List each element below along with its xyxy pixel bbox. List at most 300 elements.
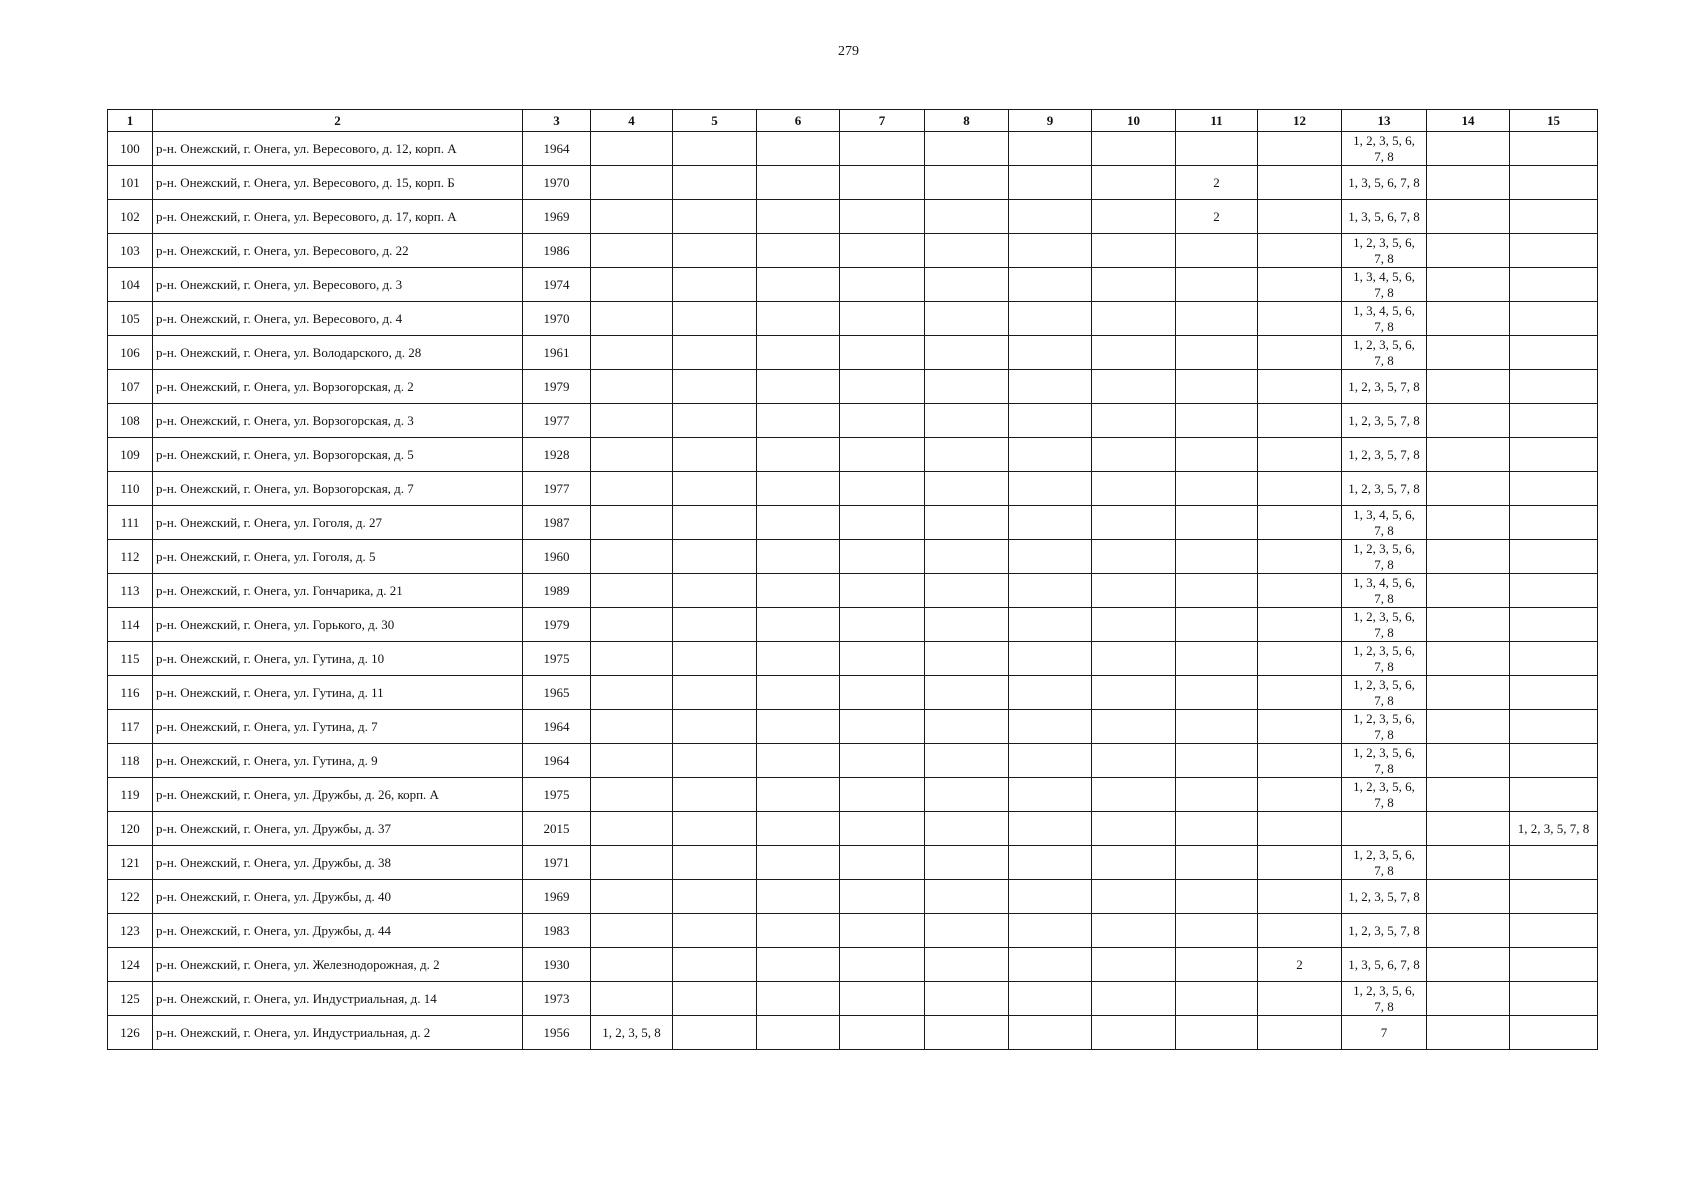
cell-empty-col-5 bbox=[673, 506, 757, 540]
cell-c13: 7 bbox=[1342, 1016, 1427, 1050]
table-row bbox=[108, 438, 1598, 472]
cell-c4 bbox=[591, 302, 673, 336]
cell-empty-col-7 bbox=[840, 404, 925, 438]
cell-c12 bbox=[1258, 1016, 1342, 1050]
cell-empty-col-10 bbox=[1092, 472, 1176, 506]
cell-empty-col-9 bbox=[1009, 914, 1092, 948]
cell-empty-col-6 bbox=[757, 778, 840, 812]
cell-c11 bbox=[1176, 404, 1258, 438]
cell-c13 bbox=[1342, 812, 1427, 846]
cell-empty-col-14 bbox=[1427, 880, 1510, 914]
cell-empty-col-8 bbox=[925, 880, 1009, 914]
column-header-4: 4 bbox=[591, 110, 673, 132]
cell-year: 1979 bbox=[523, 370, 591, 404]
cell-addr: р-н. Онежский, г. Онега, ул. Вересового, д. 17, корп. А bbox=[153, 200, 523, 234]
cell-empty-col-8 bbox=[925, 540, 1009, 574]
cell-empty-col-6 bbox=[757, 370, 840, 404]
cell-c11 bbox=[1176, 438, 1258, 472]
cell-empty-col-6 bbox=[757, 404, 840, 438]
cell-n: 121 bbox=[108, 846, 153, 880]
cell-c12 bbox=[1258, 880, 1342, 914]
cell-empty-col-7 bbox=[840, 914, 925, 948]
table-row bbox=[108, 846, 1598, 880]
cell-c11 bbox=[1176, 642, 1258, 676]
cell-empty-col-6 bbox=[757, 880, 840, 914]
table-row bbox=[108, 302, 1598, 336]
cell-empty-col-8 bbox=[925, 574, 1009, 608]
cell-addr: р-н. Онежский, г. Онега, ул. Дружбы, д. 26, корп. А bbox=[153, 778, 523, 812]
cell-c15 bbox=[1510, 778, 1598, 812]
page-number: 279 bbox=[838, 44, 859, 59]
table-row bbox=[108, 880, 1598, 914]
cell-c12 bbox=[1258, 166, 1342, 200]
cell-c12 bbox=[1258, 778, 1342, 812]
cell-empty-col-7 bbox=[840, 438, 925, 472]
cell-c13: 1, 2, 3, 5, 6, 7, 8 bbox=[1342, 642, 1427, 676]
cell-c15 bbox=[1510, 948, 1598, 982]
cell-c4 bbox=[591, 438, 673, 472]
cell-empty-col-5 bbox=[673, 438, 757, 472]
cell-addr: р-н. Онежский, г. Онега, ул. Вересового, д. 22 bbox=[153, 234, 523, 268]
cell-empty-col-10 bbox=[1092, 608, 1176, 642]
cell-c15 bbox=[1510, 846, 1598, 880]
cell-c15 bbox=[1510, 608, 1598, 642]
cell-empty-col-7 bbox=[840, 778, 925, 812]
table-row bbox=[108, 812, 1598, 846]
cell-empty-col-5 bbox=[673, 880, 757, 914]
cell-empty-col-10 bbox=[1092, 438, 1176, 472]
cell-c4 bbox=[591, 880, 673, 914]
cell-empty-col-14 bbox=[1427, 132, 1510, 166]
cell-c11 bbox=[1176, 846, 1258, 880]
cell-n: 109 bbox=[108, 438, 153, 472]
cell-empty-col-7 bbox=[840, 540, 925, 574]
cell-c15 bbox=[1510, 132, 1598, 166]
cell-empty-col-7 bbox=[840, 472, 925, 506]
cell-empty-col-10 bbox=[1092, 574, 1176, 608]
cell-addr: р-н. Онежский, г. Онега, ул. Ворзогорская, д. 2 bbox=[153, 370, 523, 404]
cell-addr: р-н. Онежский, г. Онега, ул. Гутина, д. 7 bbox=[153, 710, 523, 744]
cell-c4 bbox=[591, 472, 673, 506]
cell-empty-col-7 bbox=[840, 1016, 925, 1050]
cell-empty-col-10 bbox=[1092, 506, 1176, 540]
cell-empty-col-6 bbox=[757, 506, 840, 540]
cell-empty-col-9 bbox=[1009, 880, 1092, 914]
cell-n: 103 bbox=[108, 234, 153, 268]
cell-c4 bbox=[591, 132, 673, 166]
cell-addr: р-н. Онежский, г. Онега, ул. Гутина, д. 11 bbox=[153, 676, 523, 710]
cell-empty-col-6 bbox=[757, 744, 840, 778]
cell-empty-col-5 bbox=[673, 1016, 757, 1050]
cell-empty-col-6 bbox=[757, 574, 840, 608]
cell-empty-col-10 bbox=[1092, 846, 1176, 880]
cell-c11 bbox=[1176, 744, 1258, 778]
cell-empty-col-14 bbox=[1427, 914, 1510, 948]
table-row bbox=[108, 676, 1598, 710]
column-header-3: 3 bbox=[523, 110, 591, 132]
cell-c15 bbox=[1510, 914, 1598, 948]
cell-c13: 1, 2, 3, 5, 6, 7, 8 bbox=[1342, 234, 1427, 268]
cell-c11 bbox=[1176, 574, 1258, 608]
cell-empty-col-10 bbox=[1092, 268, 1176, 302]
cell-c11 bbox=[1176, 268, 1258, 302]
cell-empty-col-14 bbox=[1427, 778, 1510, 812]
cell-empty-col-9 bbox=[1009, 268, 1092, 302]
cell-empty-col-8 bbox=[925, 132, 1009, 166]
cell-n: 105 bbox=[108, 302, 153, 336]
cell-c15 bbox=[1510, 982, 1598, 1016]
cell-n: 102 bbox=[108, 200, 153, 234]
cell-empty-col-6 bbox=[757, 268, 840, 302]
cell-empty-col-9 bbox=[1009, 846, 1092, 880]
cell-c12 bbox=[1258, 302, 1342, 336]
cell-c12 bbox=[1258, 268, 1342, 302]
cell-c11 bbox=[1176, 234, 1258, 268]
cell-empty-col-10 bbox=[1092, 1016, 1176, 1050]
cell-c15 bbox=[1510, 744, 1598, 778]
cell-empty-col-5 bbox=[673, 132, 757, 166]
cell-empty-col-10 bbox=[1092, 744, 1176, 778]
cell-c4 bbox=[591, 506, 673, 540]
cell-empty-col-9 bbox=[1009, 1016, 1092, 1050]
cell-c4 bbox=[591, 948, 673, 982]
cell-empty-col-8 bbox=[925, 608, 1009, 642]
cell-empty-col-7 bbox=[840, 608, 925, 642]
cell-empty-col-6 bbox=[757, 234, 840, 268]
table-row bbox=[108, 608, 1598, 642]
column-header-9: 9 bbox=[1009, 110, 1092, 132]
cell-c12 bbox=[1258, 472, 1342, 506]
cell-empty-col-8 bbox=[925, 812, 1009, 846]
cell-c15 bbox=[1510, 880, 1598, 914]
cell-c4 bbox=[591, 268, 673, 302]
cell-empty-col-7 bbox=[840, 302, 925, 336]
cell-addr: р-н. Онежский, г. Онега, ул. Железнодорожная, д. 2 bbox=[153, 948, 523, 982]
cell-empty-col-6 bbox=[757, 608, 840, 642]
cell-empty-col-9 bbox=[1009, 710, 1092, 744]
cell-c15: 1, 2, 3, 5, 7, 8 bbox=[1510, 812, 1598, 846]
cell-empty-col-14 bbox=[1427, 268, 1510, 302]
column-header-12: 12 bbox=[1258, 110, 1342, 132]
cell-c13: 1, 3, 4, 5, 6, 7, 8 bbox=[1342, 574, 1427, 608]
cell-c15 bbox=[1510, 166, 1598, 200]
cell-year: 1930 bbox=[523, 948, 591, 982]
cell-empty-col-5 bbox=[673, 574, 757, 608]
column-header-13: 13 bbox=[1342, 110, 1427, 132]
cell-empty-col-8 bbox=[925, 1016, 1009, 1050]
cell-n: 126 bbox=[108, 1016, 153, 1050]
cell-empty-col-10 bbox=[1092, 234, 1176, 268]
cell-empty-col-8 bbox=[925, 370, 1009, 404]
cell-empty-col-10 bbox=[1092, 642, 1176, 676]
cell-c4 bbox=[591, 404, 673, 438]
cell-c15 bbox=[1510, 234, 1598, 268]
cell-empty-col-8 bbox=[925, 744, 1009, 778]
cell-empty-col-7 bbox=[840, 744, 925, 778]
cell-c11 bbox=[1176, 914, 1258, 948]
cell-empty-col-5 bbox=[673, 302, 757, 336]
cell-empty-col-6 bbox=[757, 642, 840, 676]
cell-empty-col-7 bbox=[840, 880, 925, 914]
cell-empty-col-6 bbox=[757, 812, 840, 846]
cell-year: 1969 bbox=[523, 880, 591, 914]
cell-empty-col-14 bbox=[1427, 472, 1510, 506]
column-header-6: 6 bbox=[757, 110, 840, 132]
cell-c12 bbox=[1258, 982, 1342, 1016]
cell-empty-col-9 bbox=[1009, 370, 1092, 404]
column-header-2: 2 bbox=[153, 110, 523, 132]
cell-empty-col-6 bbox=[757, 846, 840, 880]
cell-n: 114 bbox=[108, 608, 153, 642]
cell-c13: 1, 2, 3, 5, 7, 8 bbox=[1342, 472, 1427, 506]
cell-year: 1964 bbox=[523, 132, 591, 166]
cell-empty-col-8 bbox=[925, 982, 1009, 1016]
cell-addr: р-н. Онежский, г. Онега, ул. Вересового, д. 12, корп. А bbox=[153, 132, 523, 166]
cell-empty-col-6 bbox=[757, 540, 840, 574]
cell-empty-col-10 bbox=[1092, 880, 1176, 914]
cell-empty-col-7 bbox=[840, 846, 925, 880]
cell-empty-col-10 bbox=[1092, 404, 1176, 438]
cell-empty-col-6 bbox=[757, 472, 840, 506]
cell-empty-col-9 bbox=[1009, 608, 1092, 642]
table-row bbox=[108, 642, 1598, 676]
table-row bbox=[108, 1016, 1598, 1050]
cell-c12 bbox=[1258, 846, 1342, 880]
cell-c13: 1, 2, 3, 5, 6, 7, 8 bbox=[1342, 744, 1427, 778]
cell-c13: 1, 3, 4, 5, 6, 7, 8 bbox=[1342, 268, 1427, 302]
cell-c15 bbox=[1510, 302, 1598, 336]
cell-empty-col-9 bbox=[1009, 132, 1092, 166]
cell-empty-col-5 bbox=[673, 676, 757, 710]
cell-c13: 1, 2, 3, 5, 7, 8 bbox=[1342, 370, 1427, 404]
cell-empty-col-8 bbox=[925, 914, 1009, 948]
cell-c13: 1, 2, 3, 5, 6, 7, 8 bbox=[1342, 710, 1427, 744]
cell-c4: 1, 2, 3, 5, 8 bbox=[591, 1016, 673, 1050]
cell-empty-col-6 bbox=[757, 948, 840, 982]
cell-addr: р-н. Онежский, г. Онега, ул. Гоголя, д. 5 bbox=[153, 540, 523, 574]
column-header-7: 7 bbox=[840, 110, 925, 132]
cell-empty-col-14 bbox=[1427, 404, 1510, 438]
cell-year: 1977 bbox=[523, 472, 591, 506]
table-row bbox=[108, 472, 1598, 506]
cell-empty-col-14 bbox=[1427, 574, 1510, 608]
cell-c12 bbox=[1258, 914, 1342, 948]
cell-empty-col-7 bbox=[840, 166, 925, 200]
table-row bbox=[108, 540, 1598, 574]
cell-n: 120 bbox=[108, 812, 153, 846]
cell-empty-col-14 bbox=[1427, 540, 1510, 574]
cell-empty-col-10 bbox=[1092, 132, 1176, 166]
cell-year: 1970 bbox=[523, 166, 591, 200]
cell-empty-col-6 bbox=[757, 710, 840, 744]
cell-empty-col-6 bbox=[757, 914, 840, 948]
cell-empty-col-7 bbox=[840, 506, 925, 540]
cell-empty-col-6 bbox=[757, 676, 840, 710]
cell-c13: 1, 3, 5, 6, 7, 8 bbox=[1342, 200, 1427, 234]
cell-empty-col-5 bbox=[673, 642, 757, 676]
cell-n: 106 bbox=[108, 336, 153, 370]
cell-c12 bbox=[1258, 506, 1342, 540]
cell-empty-col-10 bbox=[1092, 370, 1176, 404]
cell-empty-col-8 bbox=[925, 506, 1009, 540]
cell-c12 bbox=[1258, 540, 1342, 574]
cell-empty-col-8 bbox=[925, 778, 1009, 812]
cell-c11 bbox=[1176, 608, 1258, 642]
cell-addr: р-н. Онежский, г. Онега, ул. Дружбы, д. 37 bbox=[153, 812, 523, 846]
cell-empty-col-14 bbox=[1427, 846, 1510, 880]
cell-empty-col-14 bbox=[1427, 370, 1510, 404]
table-row bbox=[108, 200, 1598, 234]
cell-empty-col-14 bbox=[1427, 982, 1510, 1016]
column-header-5: 5 bbox=[673, 110, 757, 132]
cell-empty-col-10 bbox=[1092, 540, 1176, 574]
housing-table bbox=[107, 109, 1598, 1050]
cell-c15 bbox=[1510, 268, 1598, 302]
cell-c11 bbox=[1176, 812, 1258, 846]
cell-c12 bbox=[1258, 812, 1342, 846]
cell-empty-col-5 bbox=[673, 336, 757, 370]
table-body bbox=[108, 132, 1598, 1050]
cell-empty-col-9 bbox=[1009, 200, 1092, 234]
cell-empty-col-5 bbox=[673, 744, 757, 778]
cell-c13: 1, 2, 3, 5, 6, 7, 8 bbox=[1342, 778, 1427, 812]
cell-c4 bbox=[591, 778, 673, 812]
cell-empty-col-14 bbox=[1427, 608, 1510, 642]
cell-addr: р-н. Онежский, г. Онега, ул. Ворзогорская, д. 5 bbox=[153, 438, 523, 472]
cell-addr: р-н. Онежский, г. Онега, ул. Горького, д. 30 bbox=[153, 608, 523, 642]
cell-c13: 1, 2, 3, 5, 7, 8 bbox=[1342, 880, 1427, 914]
cell-year: 1961 bbox=[523, 336, 591, 370]
cell-n: 110 bbox=[108, 472, 153, 506]
cell-empty-col-6 bbox=[757, 982, 840, 1016]
table-row bbox=[108, 574, 1598, 608]
cell-c15 bbox=[1510, 370, 1598, 404]
cell-c11 bbox=[1176, 982, 1258, 1016]
cell-c4 bbox=[591, 744, 673, 778]
cell-c15 bbox=[1510, 642, 1598, 676]
cell-c12 bbox=[1258, 132, 1342, 166]
cell-year: 1989 bbox=[523, 574, 591, 608]
cell-n: 119 bbox=[108, 778, 153, 812]
cell-n: 100 bbox=[108, 132, 153, 166]
cell-c4 bbox=[591, 642, 673, 676]
cell-empty-col-14 bbox=[1427, 948, 1510, 982]
cell-addr: р-н. Онежский, г. Онега, ул. Дружбы, д. 40 bbox=[153, 880, 523, 914]
cell-empty-col-7 bbox=[840, 710, 925, 744]
cell-c11: 2 bbox=[1176, 166, 1258, 200]
cell-empty-col-7 bbox=[840, 132, 925, 166]
cell-empty-col-14 bbox=[1427, 302, 1510, 336]
cell-c11 bbox=[1176, 506, 1258, 540]
table-row bbox=[108, 778, 1598, 812]
cell-empty-col-8 bbox=[925, 234, 1009, 268]
cell-empty-col-6 bbox=[757, 200, 840, 234]
cell-empty-col-9 bbox=[1009, 744, 1092, 778]
cell-n: 108 bbox=[108, 404, 153, 438]
cell-c13: 1, 2, 3, 5, 7, 8 bbox=[1342, 438, 1427, 472]
cell-c11 bbox=[1176, 1016, 1258, 1050]
cell-c4 bbox=[591, 200, 673, 234]
cell-c12 bbox=[1258, 642, 1342, 676]
cell-c11 bbox=[1176, 336, 1258, 370]
cell-c13: 1, 2, 3, 5, 6, 7, 8 bbox=[1342, 676, 1427, 710]
cell-n: 118 bbox=[108, 744, 153, 778]
cell-n: 113 bbox=[108, 574, 153, 608]
cell-c13: 1, 3, 4, 5, 6, 7, 8 bbox=[1342, 302, 1427, 336]
cell-empty-col-14 bbox=[1427, 676, 1510, 710]
cell-empty-col-5 bbox=[673, 540, 757, 574]
cell-addr: р-н. Онежский, г. Онега, ул. Вересового, д. 15, корп. Б bbox=[153, 166, 523, 200]
cell-empty-col-9 bbox=[1009, 472, 1092, 506]
cell-n: 112 bbox=[108, 540, 153, 574]
cell-c4 bbox=[591, 812, 673, 846]
cell-empty-col-5 bbox=[673, 914, 757, 948]
cell-empty-col-10 bbox=[1092, 812, 1176, 846]
cell-empty-col-5 bbox=[673, 812, 757, 846]
cell-c11 bbox=[1176, 472, 1258, 506]
column-header-11: 11 bbox=[1176, 110, 1258, 132]
cell-c15 bbox=[1510, 540, 1598, 574]
cell-n: 115 bbox=[108, 642, 153, 676]
cell-c12 bbox=[1258, 200, 1342, 234]
cell-empty-col-5 bbox=[673, 166, 757, 200]
cell-empty-col-7 bbox=[840, 574, 925, 608]
cell-year: 1965 bbox=[523, 676, 591, 710]
cell-empty-col-5 bbox=[673, 846, 757, 880]
cell-c11 bbox=[1176, 302, 1258, 336]
cell-empty-col-8 bbox=[925, 336, 1009, 370]
cell-empty-col-14 bbox=[1427, 234, 1510, 268]
cell-c12 bbox=[1258, 608, 1342, 642]
cell-c11 bbox=[1176, 540, 1258, 574]
cell-empty-col-10 bbox=[1092, 914, 1176, 948]
cell-c12: 2 bbox=[1258, 948, 1342, 982]
cell-empty-col-5 bbox=[673, 608, 757, 642]
cell-c4 bbox=[591, 846, 673, 880]
cell-addr: р-н. Онежский, г. Онега, ул. Гоголя, д. 27 bbox=[153, 506, 523, 540]
cell-empty-col-5 bbox=[673, 268, 757, 302]
cell-year: 1964 bbox=[523, 710, 591, 744]
cell-empty-col-10 bbox=[1092, 710, 1176, 744]
cell-addr: р-н. Онежский, г. Онега, ул. Ворзогорская, д. 3 bbox=[153, 404, 523, 438]
cell-c11 bbox=[1176, 676, 1258, 710]
cell-empty-col-7 bbox=[840, 268, 925, 302]
cell-empty-col-6 bbox=[757, 132, 840, 166]
cell-c11 bbox=[1176, 710, 1258, 744]
cell-c13: 1, 2, 3, 5, 7, 8 bbox=[1342, 914, 1427, 948]
cell-c13: 1, 3, 5, 6, 7, 8 bbox=[1342, 948, 1427, 982]
table-row bbox=[108, 744, 1598, 778]
header-row bbox=[108, 110, 1598, 132]
cell-empty-col-6 bbox=[757, 438, 840, 472]
cell-addr: р-н. Онежский, г. Онега, ул. Дружбы, д. 38 bbox=[153, 846, 523, 880]
cell-year: 2015 bbox=[523, 812, 591, 846]
cell-c11 bbox=[1176, 880, 1258, 914]
cell-c4 bbox=[591, 166, 673, 200]
cell-empty-col-5 bbox=[673, 200, 757, 234]
cell-addr: р-н. Онежский, г. Онега, ул. Индустриальная, д. 14 bbox=[153, 982, 523, 1016]
cell-year: 1975 bbox=[523, 642, 591, 676]
cell-empty-col-8 bbox=[925, 846, 1009, 880]
cell-empty-col-10 bbox=[1092, 676, 1176, 710]
cell-empty-col-7 bbox=[840, 370, 925, 404]
cell-empty-col-10 bbox=[1092, 948, 1176, 982]
cell-empty-col-9 bbox=[1009, 982, 1092, 1016]
cell-empty-col-6 bbox=[757, 166, 840, 200]
cell-c12 bbox=[1258, 404, 1342, 438]
cell-empty-col-8 bbox=[925, 472, 1009, 506]
cell-empty-col-14 bbox=[1427, 438, 1510, 472]
